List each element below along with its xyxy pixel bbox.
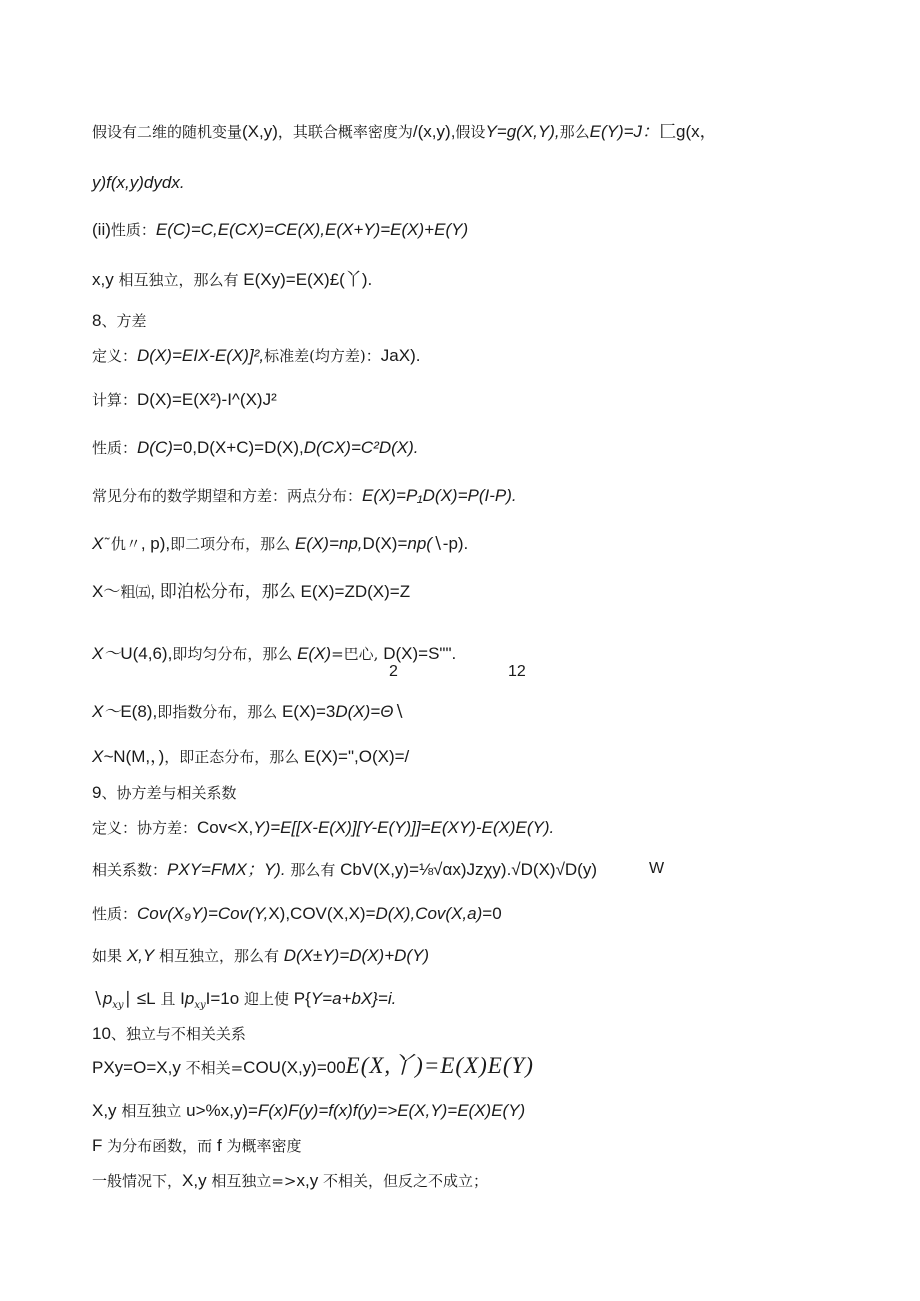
line-correlation-coefficient: 相关系数：PXY=FMX；Y). 那么有 CbV(X,y)=⅛√αx)Jzχy).√D(X)√D(y) [92, 860, 598, 879]
line-binomial: X˜仇〃, p),即二项分布，那么 E(X)=np,D(X)=np(∖-p). [92, 534, 469, 553]
line-integral-cont: y)f(x,y)dydx. [92, 173, 185, 192]
line-general-case: 一般情况下，X,y 相互独立=>x,y 不相关，但反之不成立； [92, 1171, 488, 1190]
line-joint-density: 假设有二维的随机变量(X,y)，其联合概率密度为/(x,y),假设Y=g(X,Y),那么E(Y)=J：匚g(x， [92, 122, 717, 141]
line-covariance-definition: 定义：协方差：Cov<X,Y)=E[[X-E(X)][Y-E(Y)]]=E(XY)-E(X)E(Y). [92, 818, 555, 837]
line-covariance-properties: 性质：Cov(X₉Y)=Cov(Y,X),COV(X,X)=D(X),Cov(X,a)=0 [92, 904, 502, 923]
heading-independence-vs-uncorrelated: 10、独立与不相关关系 [92, 1024, 246, 1043]
line-f-meaning: F 为分布函数，而 f 为概率密度 [92, 1136, 302, 1155]
line-variance-compute: 计算：D(X)=E(X²)-I^(X)J² [92, 390, 277, 409]
line-variance-definition: 定义：D(X)=EIX-E(X)]²,标准差(均方差)：JaX). [92, 346, 421, 365]
line-independence: x,y 相互独立，那么有 E(Xy)=E(X)£(丫). [92, 270, 373, 289]
correlation-stray-w: W [649, 860, 665, 877]
line-normal: X~N(M,，)，即正态分布，那么 E(X)=",O(X)=/ [92, 747, 410, 766]
heading-covariance: 9、协方差与相关系数 [92, 783, 237, 802]
line-properties-expectation: (ii)性质：E(C)=C,E(CX)=CE(X),E(X+Y)=E(X)+E(Y) [92, 220, 469, 239]
line-uncorrelated-equivalence: PXy=O=X,y 不相关=COU(X,y)=00E(X,丫)=E(X)E(Y) [92, 1053, 534, 1078]
line-rho-bound: $∖p_{xy}∣ \le L$ 且 $Ip_{xy}I=1o$ 迎上使 P{Y=a+bX}=i. [92, 989, 397, 1011]
line-independent-factorization: X,y 相互独立 u>%x,y)=F(x)F(y)=f(x)f(y)=>E(X,Y)=E(X)E(Y) [92, 1101, 526, 1120]
uniform-denominator-12: 12 [508, 663, 526, 680]
line-common-distributions: 常见分布的数学期望和方差：两点分布：E(X)=P₁D(X)=P(I-P). [92, 486, 517, 505]
line-uniform: X～U(4,6),即均匀分布，那么 E(X)=巴心, D(X)=S"". [92, 644, 457, 663]
line-variance-properties: 性质：D(C)=0,D(X+C)=D(X),D(CX)=C²D(X). [92, 438, 419, 457]
line-independent-variance: 如果 X,Y 相互独立，那么有 D(X±Y)=D(X)+D(Y) [92, 946, 430, 965]
line-exponential: X～E(8),即指数分布，那么 E(X)=3D(X)=Θ∖ [92, 702, 405, 721]
heading-variance: 8、方差 [92, 311, 147, 330]
line-poisson: X～粗㈤, 即泊松分布，那么 E(X)=ZD(X)=Z [92, 582, 411, 601]
uniform-denominator-2: 2 [389, 663, 398, 680]
